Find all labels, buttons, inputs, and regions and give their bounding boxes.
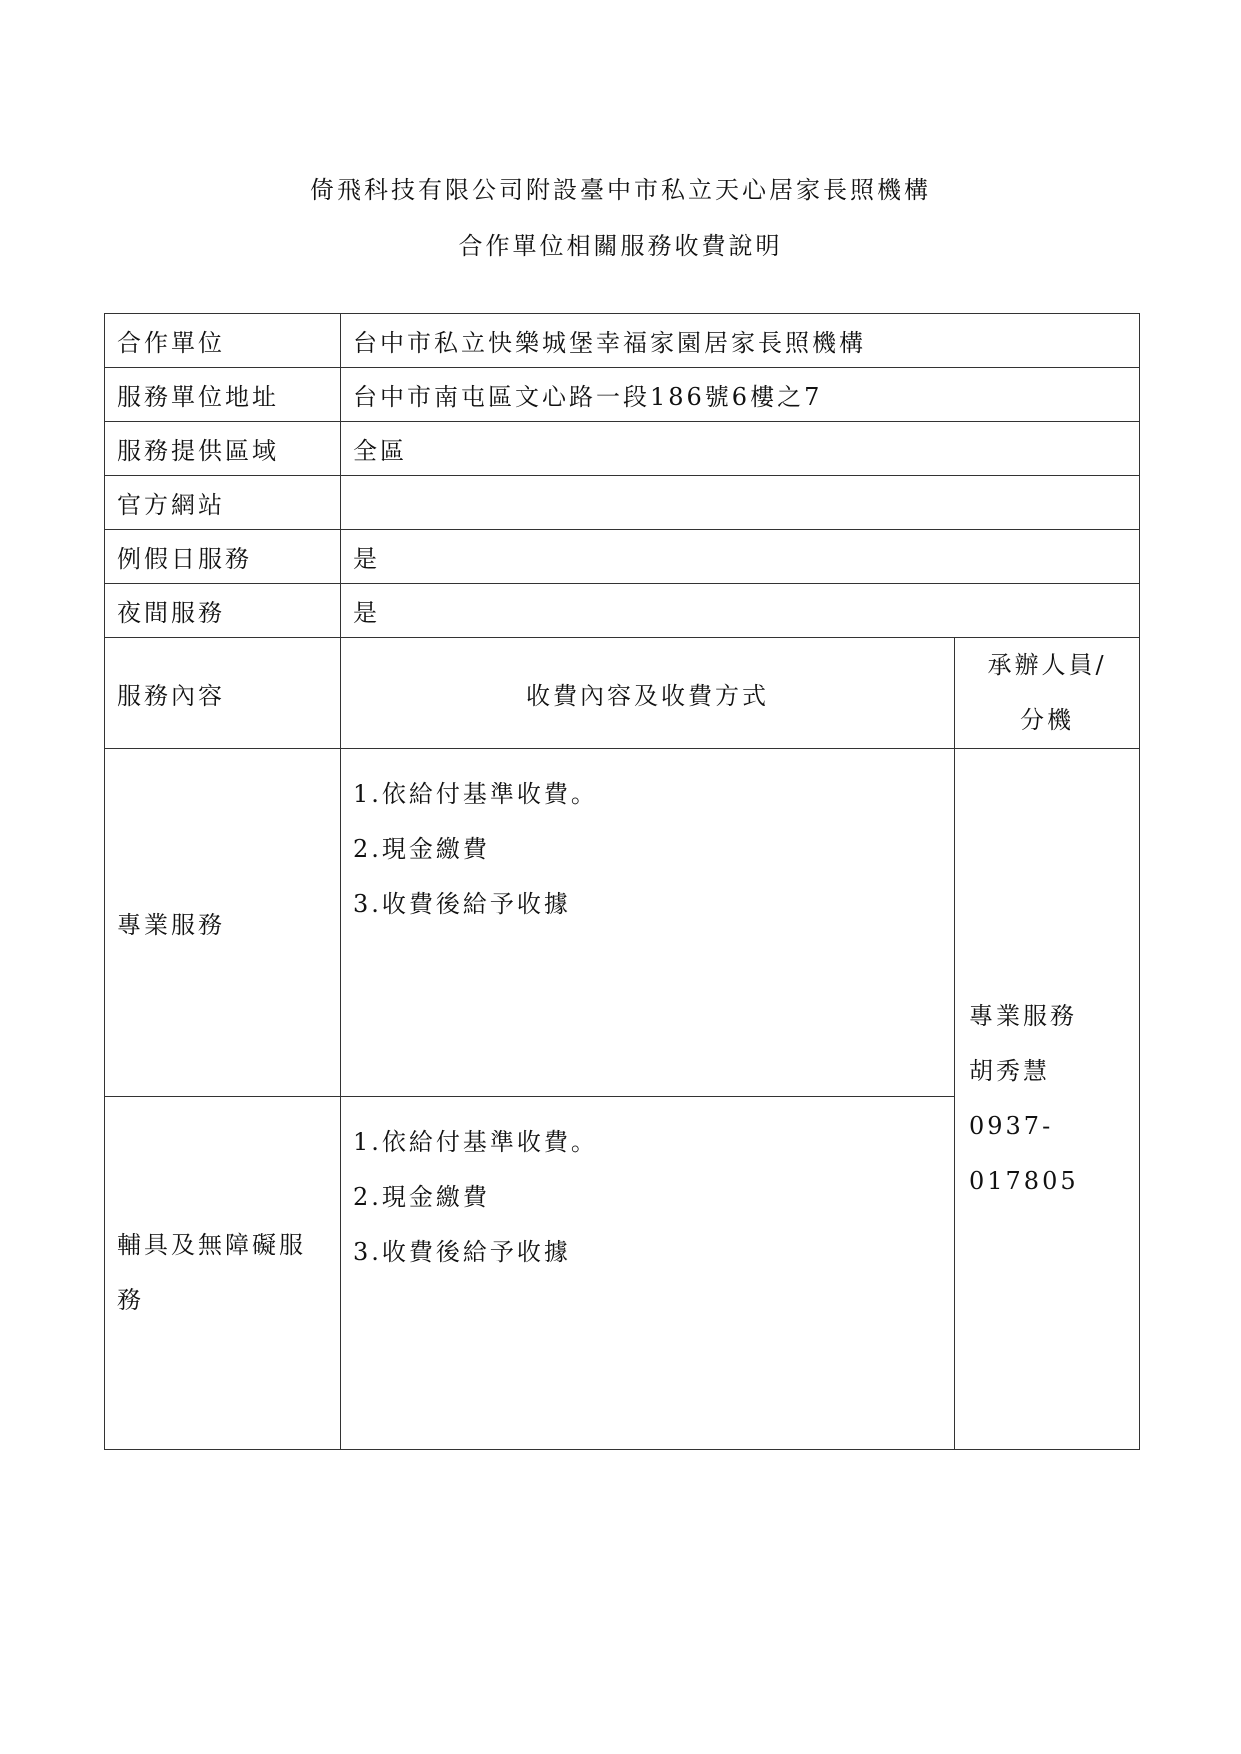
info-row-website bbox=[105, 476, 1140, 530]
service-name-assistive bbox=[105, 1097, 341, 1450]
info-row-partner bbox=[105, 314, 1140, 368]
service-name-assistive-line1: 輔具及無障礙服 bbox=[117, 1231, 306, 1259]
service-header-row bbox=[105, 638, 1140, 749]
fee-item: 3.收費後給予收據 bbox=[353, 890, 571, 918]
header-fee-method: 收費內容及收費方式 bbox=[341, 638, 955, 749]
fee-list-assistive bbox=[341, 1097, 955, 1450]
contact-cell bbox=[955, 749, 1140, 1450]
value-service-area: 全區 bbox=[341, 422, 1140, 476]
label-night-service: 夜間服務 bbox=[105, 584, 341, 638]
value-address: 台中市南屯區文心路一段186號6樓之7 bbox=[341, 368, 1140, 422]
header-contact bbox=[955, 638, 1140, 749]
value-holiday-service: 是 bbox=[341, 530, 1140, 584]
header-contact-line1: 承辦人員/ bbox=[987, 651, 1107, 679]
value-partner-unit: 台中市私立快樂城堡幸福家園居家長照機構 bbox=[341, 314, 1140, 368]
service-name-professional: 專業服務 bbox=[105, 749, 341, 1097]
info-row-night bbox=[105, 584, 1140, 638]
value-night-service: 是 bbox=[341, 584, 1140, 638]
fee-item: 3.收費後給予收據 bbox=[353, 1238, 571, 1266]
service-row-professional bbox=[105, 749, 1140, 1097]
label-address: 服務單位地址 bbox=[105, 368, 341, 422]
service-name-assistive-line2: 務 bbox=[117, 1286, 144, 1314]
label-holiday-service: 例假日服務 bbox=[105, 530, 341, 584]
fee-item: 1.依給付基準收費。 bbox=[353, 780, 598, 808]
service-fee-table bbox=[104, 313, 1140, 1450]
info-row-address bbox=[105, 368, 1140, 422]
label-partner-unit: 合作單位 bbox=[105, 314, 341, 368]
document-subtitle: 合作單位相關服務收費說明 bbox=[458, 232, 783, 260]
document-title: 倚飛科技有限公司附設臺中市私立天心居家長照機構 bbox=[310, 176, 931, 204]
fee-item: 1.依給付基準收費。 bbox=[353, 1128, 598, 1156]
fee-list-professional bbox=[341, 749, 955, 1097]
fee-item: 2.現金繳費 bbox=[353, 835, 490, 863]
info-row-holiday bbox=[105, 530, 1140, 584]
info-row-area bbox=[105, 422, 1140, 476]
contact-service: 專業服務 bbox=[969, 1002, 1077, 1030]
contact-person: 胡秀慧 bbox=[969, 1057, 1050, 1085]
fee-item: 2.現金繳費 bbox=[353, 1183, 490, 1211]
label-service-area: 服務提供區域 bbox=[105, 422, 341, 476]
label-website: 官方網站 bbox=[105, 476, 341, 530]
header-service-content: 服務內容 bbox=[105, 638, 341, 749]
value-website bbox=[341, 476, 1140, 530]
contact-phone: 0937-017805 bbox=[969, 1112, 1079, 1195]
header-contact-line2: 分機 bbox=[1020, 706, 1074, 734]
